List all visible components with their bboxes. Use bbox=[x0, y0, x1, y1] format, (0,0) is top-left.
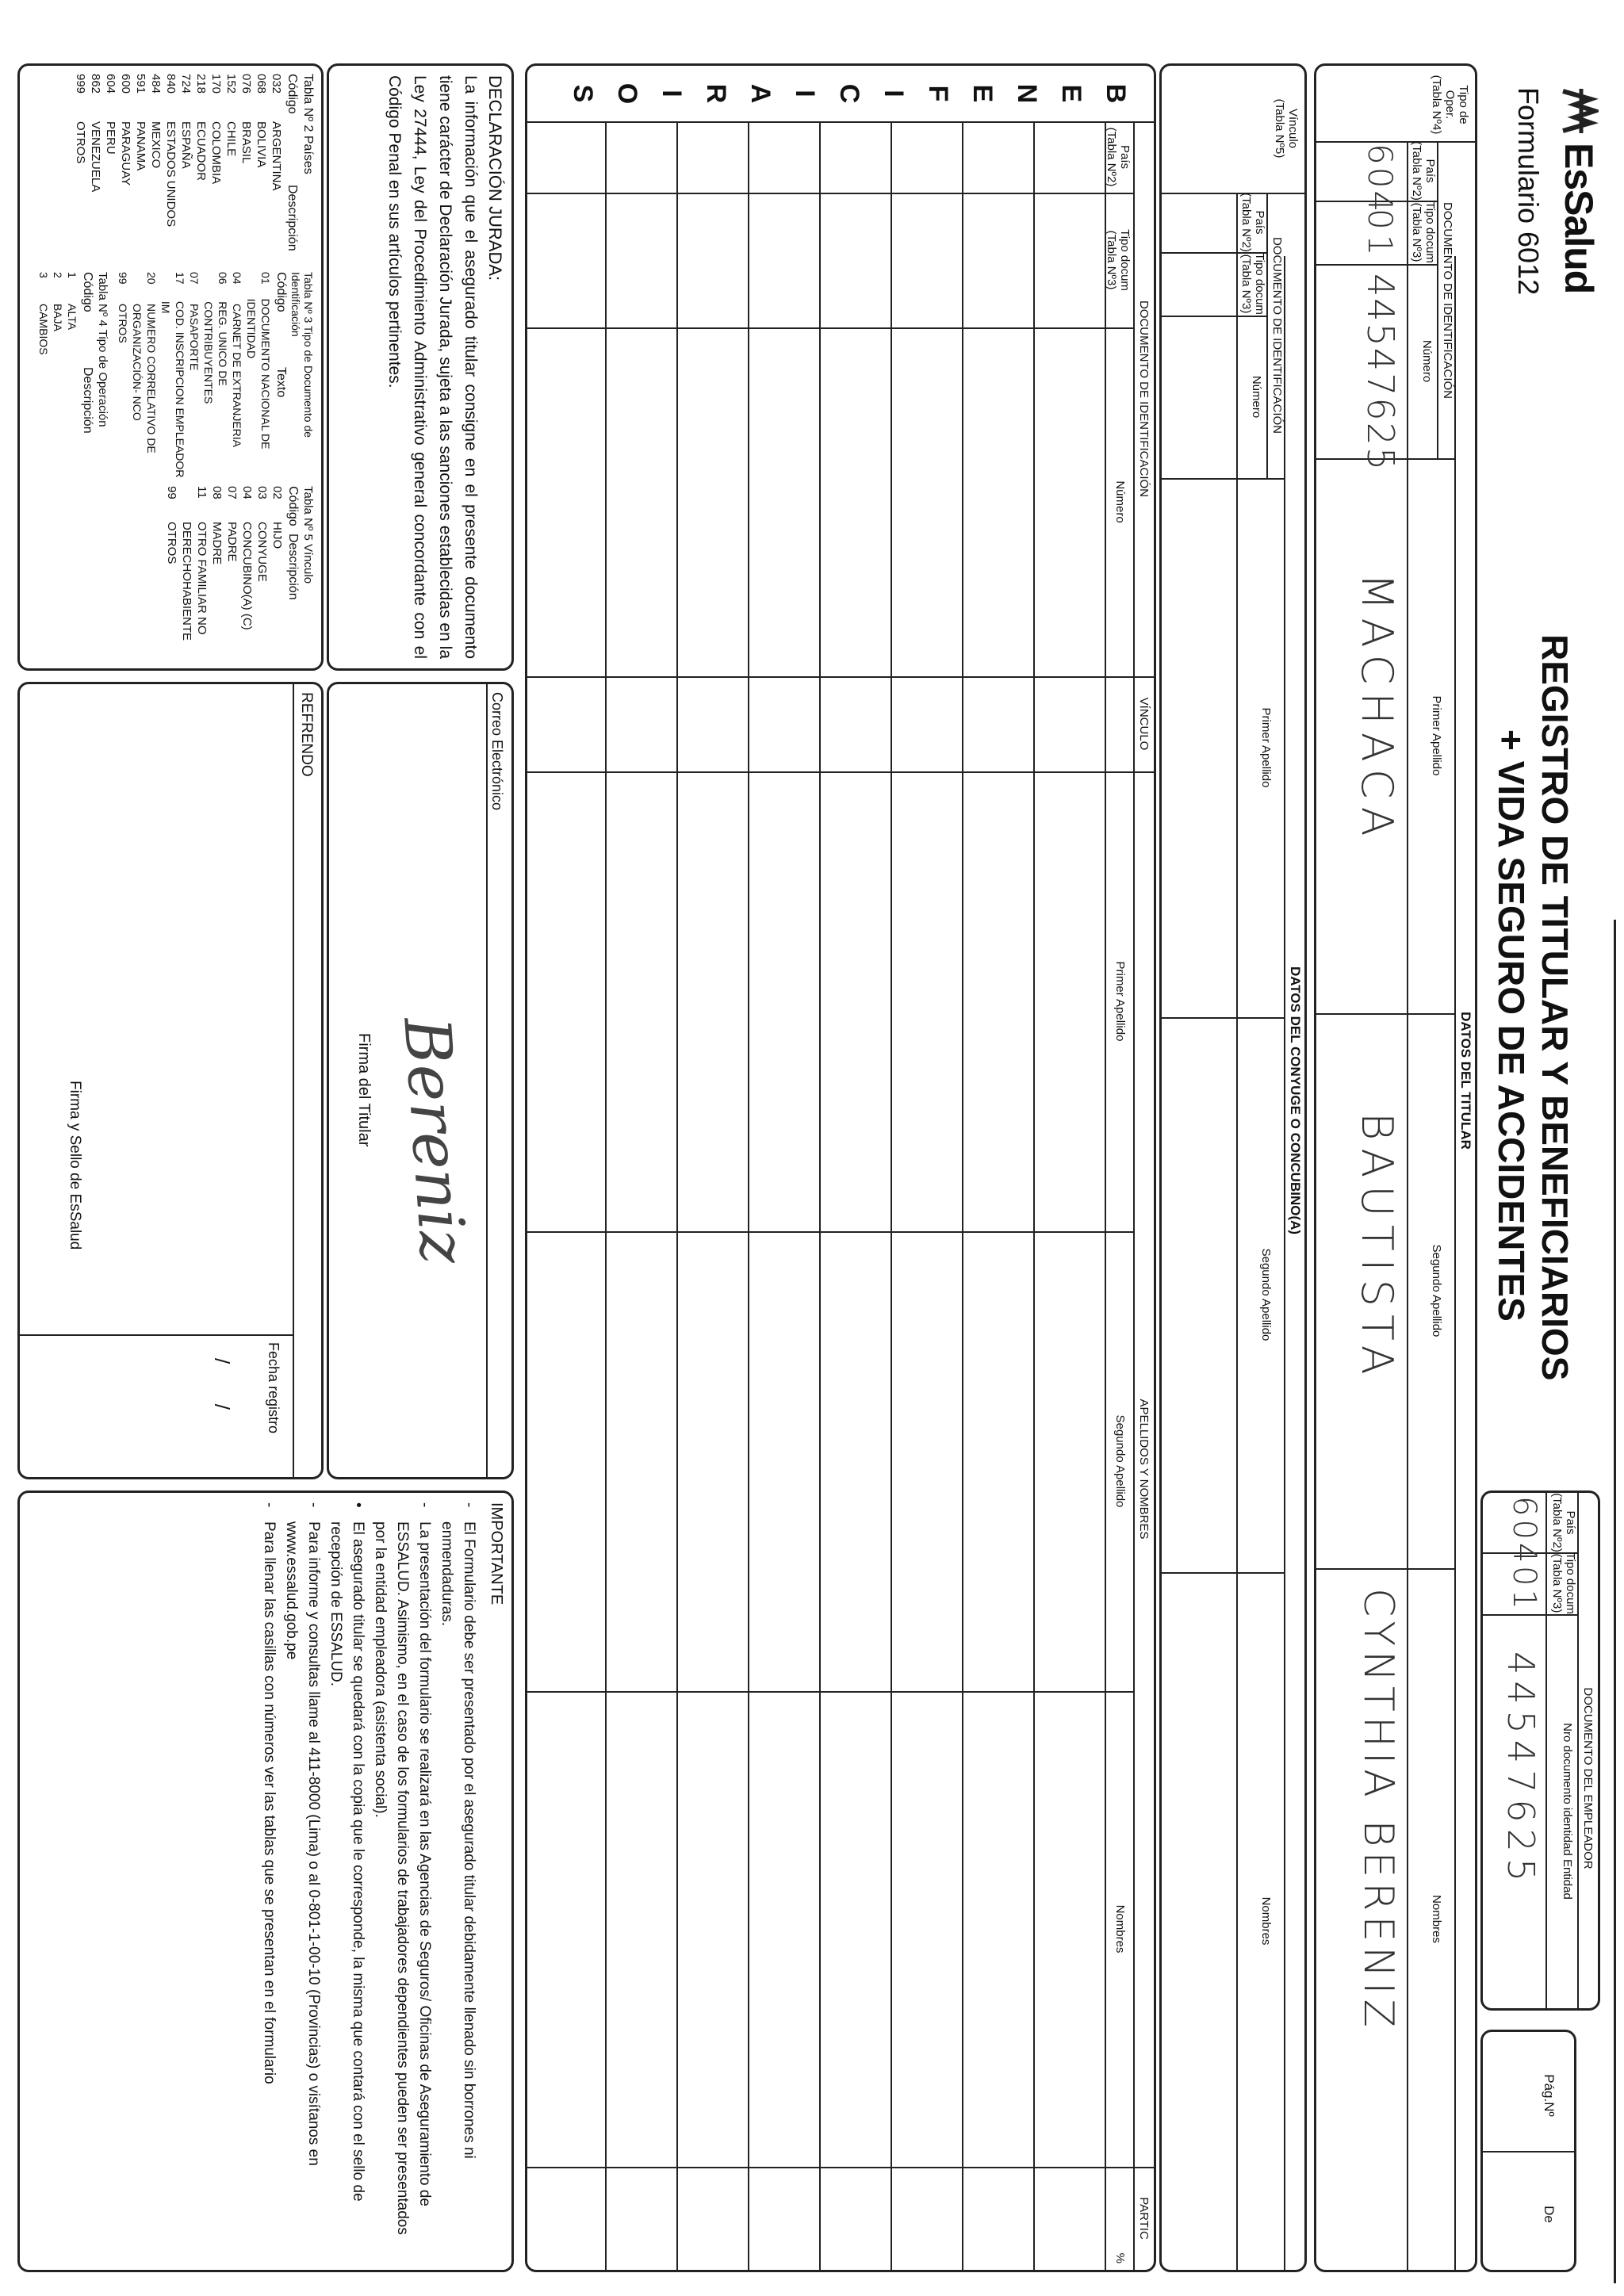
table-cell-description: PASAPORTE bbox=[188, 304, 201, 371]
conyuge-doc-header: DOCUMENTO DE IDENTIFICACIÓN bbox=[1270, 236, 1284, 434]
table-cell-code: 03 bbox=[255, 486, 269, 499]
divider bbox=[527, 771, 1154, 773]
divider bbox=[527, 1691, 1135, 1693]
table-row bbox=[255, 486, 270, 660]
titular-primer-apellido-value[interactable]: MACHACA bbox=[1352, 573, 1402, 844]
employer-pais-label: País (Tabla Nº2) bbox=[1550, 1493, 1577, 1552]
declaracion-box bbox=[327, 63, 514, 671]
side-letter: R bbox=[701, 83, 731, 104]
divider bbox=[1437, 141, 1438, 458]
table-row bbox=[193, 74, 209, 264]
divider bbox=[1483, 2151, 1574, 2152]
table-cell-code: 600 bbox=[119, 74, 132, 94]
tabla3-rows bbox=[116, 272, 273, 478]
conyuge-primer-apellido-label: Primer Apellido bbox=[1259, 707, 1273, 788]
importante-item-text: El asegurado titular se quedará con la copia que le corresponde, la misma que contará con el sello de recepción de ESSALUD. bbox=[327, 1521, 366, 2202]
table-cell-description: VENEZUELA bbox=[89, 121, 102, 193]
titular-nombres-value[interactable]: CYNTHIA BERENIZ bbox=[1354, 1588, 1402, 2033]
titular-section bbox=[1314, 63, 1477, 2272]
tabla2-title: Tabla Nº 2 Países bbox=[301, 74, 315, 174]
benef-apellidos-header: APELLIDOS Y NOMBRES bbox=[1137, 1399, 1151, 1540]
firma-titular-box bbox=[327, 682, 514, 1479]
table-cell-code: 068 bbox=[255, 74, 268, 94]
table-cell-code: 17 bbox=[174, 272, 186, 285]
table-row bbox=[36, 272, 51, 478]
tabla4-title: Tabla Nº 4 Tipo de Operación bbox=[96, 272, 109, 427]
divider bbox=[1236, 193, 1238, 2270]
importante-item: - La presentación del formulario se realizará en las Agencias de Seguros/ Oficinas de Aseguramiento de ESSALUD. Asimismo, en el caso de los formularios de trabajadores dependientes pueden ser presentados por la entidad empleadora (asistenta social). bbox=[369, 1502, 435, 2260]
employer-doc-header: DOCUMENTO DEL EMPLEADOR bbox=[1581, 1687, 1595, 1869]
employer-tipo-label: Tipo docum (Tabla Nº3) bbox=[1550, 1552, 1577, 1614]
table-row bbox=[73, 74, 88, 264]
beneficiarios-section bbox=[525, 63, 1156, 2272]
titular-segundo-apellido-label: Segundo Apellido bbox=[1430, 1244, 1443, 1337]
table-row bbox=[224, 486, 239, 660]
table-cell-description: PANAMA bbox=[134, 121, 147, 171]
table-cell-code: 2 bbox=[52, 272, 64, 278]
table-row bbox=[159, 272, 187, 478]
vinculo-label: Vínculo (Tabla Nº5) bbox=[1273, 98, 1300, 159]
divider bbox=[1105, 121, 1106, 2270]
importante-item: - Para llenar las casillas con números ver las tablas que se presentan en el formulario bbox=[258, 1502, 280, 2260]
benef-doc-header: DOCUMENTO DE IDENTIFICACIÓN bbox=[1137, 300, 1151, 498]
tabla4-col1: Código bbox=[81, 272, 94, 312]
titular-segundo-apellido-value[interactable]: BAUTISTA bbox=[1352, 1112, 1402, 1383]
table-cell-code: 999 bbox=[74, 74, 87, 94]
row bbox=[285, 486, 301, 660]
conyuge-numero-label: Número bbox=[1250, 375, 1263, 419]
table-cell-description: PADRE bbox=[225, 522, 239, 562]
table-cell-code: 591 bbox=[134, 74, 147, 94]
tabla2-col1: Código bbox=[285, 74, 299, 114]
table-row bbox=[239, 74, 254, 264]
divider bbox=[527, 2167, 1154, 2168]
divider bbox=[527, 676, 1154, 678]
fecha-registro-label: Fecha registro bbox=[266, 1342, 282, 1434]
refrendo-title: REFRENDO bbox=[298, 692, 315, 777]
table-row bbox=[65, 272, 79, 478]
table-cell-description: MADRE bbox=[210, 522, 224, 565]
table-cell-code: 152 bbox=[224, 74, 238, 94]
tabla5-col1: Código bbox=[286, 486, 300, 526]
divider bbox=[748, 121, 749, 2270]
table-cell-description: NUMERO CORRELATIVO DE bbox=[145, 304, 158, 453]
table-cell-description: OTROS bbox=[165, 522, 178, 564]
form-title-line2: + VIDA SEGURO DE ACCIDENTES bbox=[1491, 729, 1532, 1322]
divider bbox=[962, 121, 963, 2270]
importante-item: - El Formulario debe ser presentado por el asegurado titular debidamente llenado sin borrones ni enmendaduras. bbox=[435, 1502, 480, 2260]
declaracion-title: DECLARACIÓN JURADA: bbox=[485, 75, 505, 281]
table-cell-code: 840 bbox=[164, 74, 178, 94]
table-cell-code bbox=[179, 486, 194, 522]
table-cell-description: MEXICO bbox=[149, 121, 163, 169]
table-cell-description: COLOMBIA bbox=[209, 121, 223, 185]
importante-item: - Para informe y consultas llame al 411-8000 (Lima) o al 0-801-1-00-10 (Provincias) o visítanos en www.essalud.gob.pe bbox=[280, 1502, 324, 2260]
side-letter: N bbox=[1012, 83, 1042, 104]
row bbox=[284, 74, 301, 264]
table-cell-description: ESPAÑA bbox=[179, 121, 193, 169]
table-row bbox=[116, 272, 130, 478]
table-row bbox=[254, 74, 269, 264]
table-cell-description: CAMBIOS bbox=[37, 304, 50, 355]
importante-item: • El asegurado titular se quedará con la copia que le corresponde, la misma que contará con el sello de recepción de ESSALUD. bbox=[324, 1502, 369, 2260]
table-row bbox=[244, 272, 273, 478]
table-row bbox=[209, 74, 224, 264]
page-number-box bbox=[1480, 2030, 1576, 2272]
divider bbox=[676, 121, 678, 2270]
row bbox=[273, 272, 289, 478]
firma-titular-label: Firma del Titular bbox=[355, 1033, 373, 1147]
side-letter: E bbox=[967, 84, 998, 103]
table-cell-code: 99 bbox=[117, 272, 129, 285]
table-row bbox=[164, 486, 179, 660]
table-row bbox=[270, 486, 285, 660]
divider bbox=[486, 684, 488, 1477]
benef-segundo-apellido-label: Segundo Apellido bbox=[1113, 1414, 1127, 1508]
tabla5 bbox=[164, 486, 315, 660]
tabla2-rows bbox=[73, 74, 284, 264]
tabla5-col2: Descripción bbox=[286, 534, 300, 600]
benef-pais-label: País (Tabla Nº2) bbox=[1105, 127, 1132, 187]
divider bbox=[1407, 141, 1408, 2270]
table-cell-description: BRASIL bbox=[239, 121, 253, 164]
table-cell-description: BOLIVIA bbox=[255, 121, 268, 168]
table-row bbox=[187, 272, 201, 478]
table-cell-code: 484 bbox=[149, 74, 163, 94]
divider bbox=[1266, 193, 1268, 478]
side-letter: S bbox=[568, 84, 598, 103]
side-letter: A bbox=[745, 83, 776, 104]
titular-tipo-value[interactable]: 01 bbox=[1361, 209, 1400, 261]
table-cell-description: DOCUMENTO NACIONAL DE IDENTIDAD bbox=[245, 298, 272, 450]
table-row bbox=[178, 74, 193, 264]
table-cell-code: 862 bbox=[89, 74, 102, 94]
table-cell-code: 218 bbox=[194, 74, 208, 94]
titular-tipo-label: Tipo docum (Tabla Nº3) bbox=[1410, 201, 1437, 263]
side-letter: I bbox=[790, 90, 820, 98]
titular-signature[interactable]: Bereniz bbox=[389, 1015, 481, 1266]
divider bbox=[1033, 121, 1035, 2270]
importante-item-text: El Formulario debe ser presentado por el asegurado titular debidamente llenado sin borrones ni enmendaduras. bbox=[439, 1521, 477, 2159]
divider bbox=[891, 121, 892, 2270]
side-letter: E bbox=[1056, 84, 1086, 103]
table-cell-code bbox=[130, 272, 144, 304]
table-cell-description: OTROS bbox=[74, 121, 87, 164]
fecha-registro-value[interactable]: / / bbox=[210, 1358, 234, 1410]
divider bbox=[527, 121, 1154, 123]
divider bbox=[527, 1231, 1135, 1233]
employer-document-box bbox=[1480, 1490, 1600, 2011]
tabla4-rows bbox=[36, 272, 79, 478]
table-row bbox=[269, 74, 284, 264]
titular-numero-value[interactable]: 44547625 bbox=[1359, 274, 1402, 473]
conyuge-segundo-apellido-label: Segundo Apellido bbox=[1259, 1248, 1273, 1341]
tabla3-col2: Texto bbox=[274, 367, 288, 398]
titular-primer-apellido-label: Primer Apellido bbox=[1430, 695, 1443, 776]
logo-text: EsSalud bbox=[1557, 143, 1601, 294]
table-row bbox=[118, 74, 133, 264]
divider bbox=[819, 121, 821, 2270]
declaracion-text: La información que el asegurado titular consigne en el presente documento tiene carácter de Declaración Jurada, sujeta a las sanciones establecidas en la Ley 27444, Ley del Procedimiento Administrativo general concordante con el Código Penal en sus artículos pertinentes. bbox=[385, 75, 480, 659]
tables-box bbox=[17, 63, 324, 671]
titular-pais-value[interactable]: 604 bbox=[1361, 144, 1400, 215]
beneficiarios-side-label bbox=[561, 66, 1138, 121]
form-number: Formulario 6012 bbox=[1512, 87, 1545, 296]
table-row bbox=[51, 272, 65, 478]
employer-nro-value[interactable]: 44547625 bbox=[1500, 1651, 1542, 1888]
pag-label: Pág.Nº bbox=[1542, 2074, 1557, 2117]
employer-tipo-value[interactable]: 01 bbox=[1506, 1566, 1542, 1613]
correo-label: Correo Electrónico bbox=[489, 692, 505, 811]
importante-item-text: La presentación del formulario se realizará en las Agencias de Seguros/ Oficinas de Aseguramiento de ESSALUD. Asimismo, en el caso de los formularios de trabajadores dependientes pueden ser presentados por la entidad empleadora (asistenta social). bbox=[372, 1521, 433, 2235]
titular-section-title: DATOS DEL TITULAR bbox=[1458, 1012, 1473, 1150]
side-letter: I bbox=[657, 90, 687, 98]
table-cell-description: ORGANIZACIÓN- NCO bbox=[131, 304, 144, 421]
tabla3 bbox=[36, 272, 315, 478]
conyuge-nombres-label: Nombres bbox=[1259, 1896, 1273, 1946]
table-cell-description: DERECHOHABIENTE bbox=[180, 522, 193, 641]
table-row bbox=[239, 486, 255, 660]
essalud-logo-icon bbox=[1559, 87, 1599, 135]
divider bbox=[293, 684, 294, 1477]
table-cell-description: REG. UNICO DE CONTRIBUYENTES bbox=[202, 301, 229, 404]
benef-vinculo-header: VÍNCULO bbox=[1137, 697, 1151, 751]
divider bbox=[1454, 256, 1456, 2270]
table-cell-description: PERU bbox=[104, 121, 117, 155]
tipo-oper-label: Tipo de Oper. (Tabla Nº4) bbox=[1430, 75, 1470, 135]
divider bbox=[527, 193, 1135, 194]
table-cell-code: 032 bbox=[270, 74, 283, 94]
table-row bbox=[103, 74, 118, 264]
table-cell-description: HIJO bbox=[270, 522, 284, 549]
benef-numero-label: Número bbox=[1113, 480, 1127, 523]
titular-pais-label: País (Tabla Nº2) bbox=[1410, 141, 1437, 201]
benef-primer-apellido-label: Primer Apellido bbox=[1113, 961, 1127, 1042]
form-title-line1: REGISTRO DE TITULAR Y BENEFICIARIOS bbox=[1534, 634, 1576, 1381]
table-cell-description: BAJA bbox=[52, 304, 64, 332]
header-frame bbox=[1614, 920, 1616, 2283]
table-cell-code: 604 bbox=[104, 74, 117, 94]
tabla2-col2: Descripción bbox=[285, 185, 299, 251]
de-label: De bbox=[1542, 2206, 1557, 2223]
table-row bbox=[144, 272, 159, 478]
table-row bbox=[163, 74, 178, 264]
table-cell-description: ALTA bbox=[66, 304, 79, 330]
conyuge-section-title: DATOS DEL CONYUGE O CONCUBINO(A) bbox=[1288, 966, 1303, 1235]
tabla3-title: Tabla Nº 3 Tipo de Documento de Identificación bbox=[289, 272, 315, 438]
table-cell-code: 20 bbox=[145, 272, 158, 285]
table-cell-code: 1 bbox=[66, 272, 79, 278]
titular-doc-header: DOCUMENTO DE IDENTIFICACIÓN bbox=[1441, 201, 1454, 400]
table-cell-code: 170 bbox=[209, 74, 223, 94]
table-cell-code: 07 bbox=[188, 272, 201, 285]
table-cell-description: PARAGUAY bbox=[119, 121, 132, 186]
tabla5-title: Tabla Nº 5 Vínculo bbox=[301, 486, 315, 584]
table-cell-description: CHILE bbox=[224, 121, 238, 157]
table-cell-description: CONYUGE bbox=[255, 522, 269, 582]
titular-nombres-label: Nombres bbox=[1430, 1895, 1443, 1943]
table-cell-code: 08 bbox=[210, 486, 224, 499]
table-cell-description: OTRO FAMILIAR NO bbox=[195, 522, 209, 635]
table-cell-description: ARGENTINA bbox=[270, 121, 283, 191]
table-cell-description: CARNET DE EXTRANJERIA bbox=[231, 304, 243, 447]
conyuge-section bbox=[1159, 63, 1307, 2272]
importante-item-text: Para informe y consultas llame al 411-8000 (Lima) o al 0-801-1-00-10 (Provincias) o visítanos en www.essalud.gob.pe bbox=[283, 1521, 322, 2166]
table-row bbox=[209, 486, 224, 660]
employer-nro-label: Nro documento identidad Entidad bbox=[1561, 1723, 1574, 1900]
divider bbox=[1545, 1493, 1547, 2008]
table-cell-code: 3 bbox=[37, 272, 50, 278]
table-row bbox=[133, 74, 148, 264]
table-cell-code: 99 bbox=[165, 486, 178, 499]
table-cell-description: ECUADOR bbox=[194, 121, 208, 182]
firma-sello-label: Firma y Sello de EsSalud bbox=[67, 1081, 83, 1250]
table-cell-code: 724 bbox=[179, 74, 193, 94]
tabla4-col2: Descripción bbox=[81, 367, 94, 434]
side-letter: B bbox=[1101, 83, 1131, 104]
benef-partic-header: PARTIC bbox=[1137, 2197, 1151, 2240]
tabla3-col1: Código bbox=[274, 272, 288, 312]
importante-title: IMPORTANTE bbox=[488, 1502, 505, 1605]
table-cell-description: COD. INSCRIPCION EMPLEADOR IM bbox=[159, 300, 186, 478]
conyuge-pais-label: País (Tabla Nº2) bbox=[1239, 193, 1266, 252]
importante-item-text: Para llenar las casillas con números ver las tablas que se presentan en el formulario bbox=[261, 1521, 278, 2084]
side-letter: C bbox=[834, 83, 864, 104]
divider bbox=[527, 327, 1135, 329]
table-row bbox=[148, 74, 163, 264]
table-cell-code: 07 bbox=[225, 486, 239, 499]
divider bbox=[20, 1334, 294, 1336]
table-row bbox=[194, 486, 209, 660]
importante-box bbox=[17, 1490, 514, 2272]
table-cell-description: ESTADOS UNIDOS bbox=[164, 121, 178, 228]
divider bbox=[605, 121, 607, 2270]
refrendo-box bbox=[17, 682, 324, 1479]
table-cell-description: CONCUBINO(A) (C) bbox=[240, 522, 254, 630]
divider bbox=[1284, 256, 1285, 2270]
side-letter: F bbox=[923, 85, 953, 102]
benef-nombres-label: Nombres bbox=[1113, 1904, 1127, 1954]
table-cell-code: 01 bbox=[259, 272, 272, 285]
divider bbox=[1577, 1493, 1579, 2008]
table-cell-code: 11 bbox=[195, 486, 209, 499]
conyuge-tipo-label: Tipo docum (Tabla Nº3) bbox=[1239, 253, 1266, 315]
table-cell-code: 076 bbox=[239, 74, 253, 94]
table-cell-description: OTROS bbox=[117, 304, 129, 343]
divider bbox=[1133, 121, 1135, 2270]
table-row bbox=[201, 272, 230, 478]
employer-pais-value[interactable]: 604 bbox=[1506, 1496, 1542, 1567]
titular-numero-label: Número bbox=[1420, 339, 1434, 383]
benef-tipo-label: Tipo docum (Tabla Nº3) bbox=[1105, 229, 1132, 291]
tabla5-rows bbox=[164, 486, 285, 660]
importante-list bbox=[258, 1502, 480, 2260]
table-cell-code: 04 bbox=[231, 272, 243, 285]
table-row bbox=[230, 272, 244, 478]
benef-partic-unit: % bbox=[1113, 2252, 1127, 2263]
table-row bbox=[88, 74, 103, 264]
table-cell-code: 04 bbox=[240, 486, 254, 499]
table-row bbox=[130, 272, 144, 478]
side-letter: O bbox=[612, 82, 642, 105]
table-cell-code: 06 bbox=[216, 272, 229, 285]
table-row bbox=[179, 486, 194, 660]
table-cell-code: 02 bbox=[270, 486, 284, 499]
table-row bbox=[224, 74, 239, 264]
side-letter: I bbox=[879, 90, 909, 98]
row bbox=[79, 272, 96, 478]
tabla2 bbox=[73, 74, 315, 264]
